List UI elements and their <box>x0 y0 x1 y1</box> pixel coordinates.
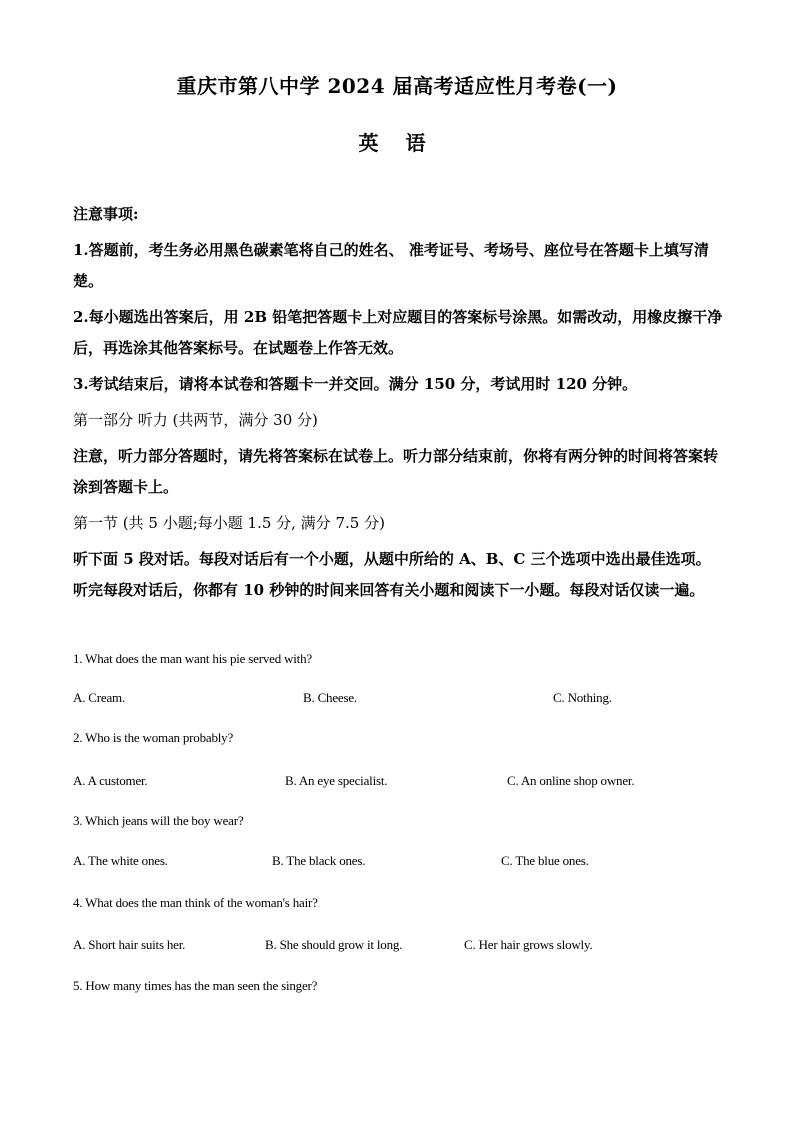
notice-item-2: 2.每小题选出答案后，用 2B 铅笔把答题卡上对应题目的答案标号涂黑。如需改动，用橡皮擦干净后，再选涂其他答案标号。在试题卷上作答无效。 <box>73 308 723 357</box>
question-2-option-a: A. A customer. <box>73 773 148 788</box>
section1-instructions: 听下面 5 段对话。每段对话后有一个小题，从题中所给的 A、B、C 三个选项中选出最佳选项。听完每段对话后，你都有 10 秒钟的时间来回答有关小题和阅读下一小题。每段对话仅读一遍。 <box>73 550 711 599</box>
question-4-stem: 4. What does the man think of the woman's hair? <box>73 895 318 910</box>
question-3-stem: 3. Which jeans will the boy wear? <box>73 813 244 828</box>
question-2-option-b: B. An eye specialist. <box>285 773 388 788</box>
question-5-stem: 5. How many times has the man seen the singer? <box>73 978 318 993</box>
question-3-option-c: C. The blue ones. <box>501 853 589 868</box>
exam-title: 重庆市第八中学 2024 届高考适应性月考卷(一) <box>176 74 618 98</box>
subject-title: 英 语 <box>358 131 436 155</box>
notice-item-1: 1.答题前，考生务必用黑色碳素笔将自己的姓名、 准考证号、考场号、座位号在答题卡上填写清楚。 <box>73 241 709 290</box>
question-4-option-c: C. Her hair grows slowly. <box>464 937 593 952</box>
question-2-option-c: C. An online shop owner. <box>507 773 635 788</box>
question-1-option-c: C. Nothing. <box>553 690 612 705</box>
question-1-option-a: A. Cream. <box>73 690 125 705</box>
question-1-option-b: B. Cheese. <box>303 690 357 705</box>
part1-note: 注意，听力部分答题时，请先将答案标在试卷上。听力部分结束前，你将有两分钟的时间将答案转涂到答题卡上。 <box>73 447 719 496</box>
question-3-option-b: B. The black ones. <box>272 853 366 868</box>
notice-item-3: 3.考试结束后，请将本试卷和答题卡一并交回。满分 150 分，考试用时 120 分钟。 <box>73 375 638 393</box>
notice-heading: 注意事项: <box>73 205 139 223</box>
question-4-option-b: B. She should grow it long. <box>265 937 403 952</box>
question-3-option-a: A. The white ones. <box>73 853 168 868</box>
question-2-stem: 2. Who is the woman probably? <box>73 730 234 745</box>
question-1-stem: 1. What does the man want his pie served with? <box>73 651 312 666</box>
part1-heading: 第一部分 听力 (共两节，满分 30 分) <box>73 411 318 429</box>
section1-heading: 第一节 (共 5 小题;每小题 1.5 分, 满分 7.5 分) <box>73 514 385 532</box>
question-4-option-a: A. Short hair suits her. <box>73 937 186 952</box>
